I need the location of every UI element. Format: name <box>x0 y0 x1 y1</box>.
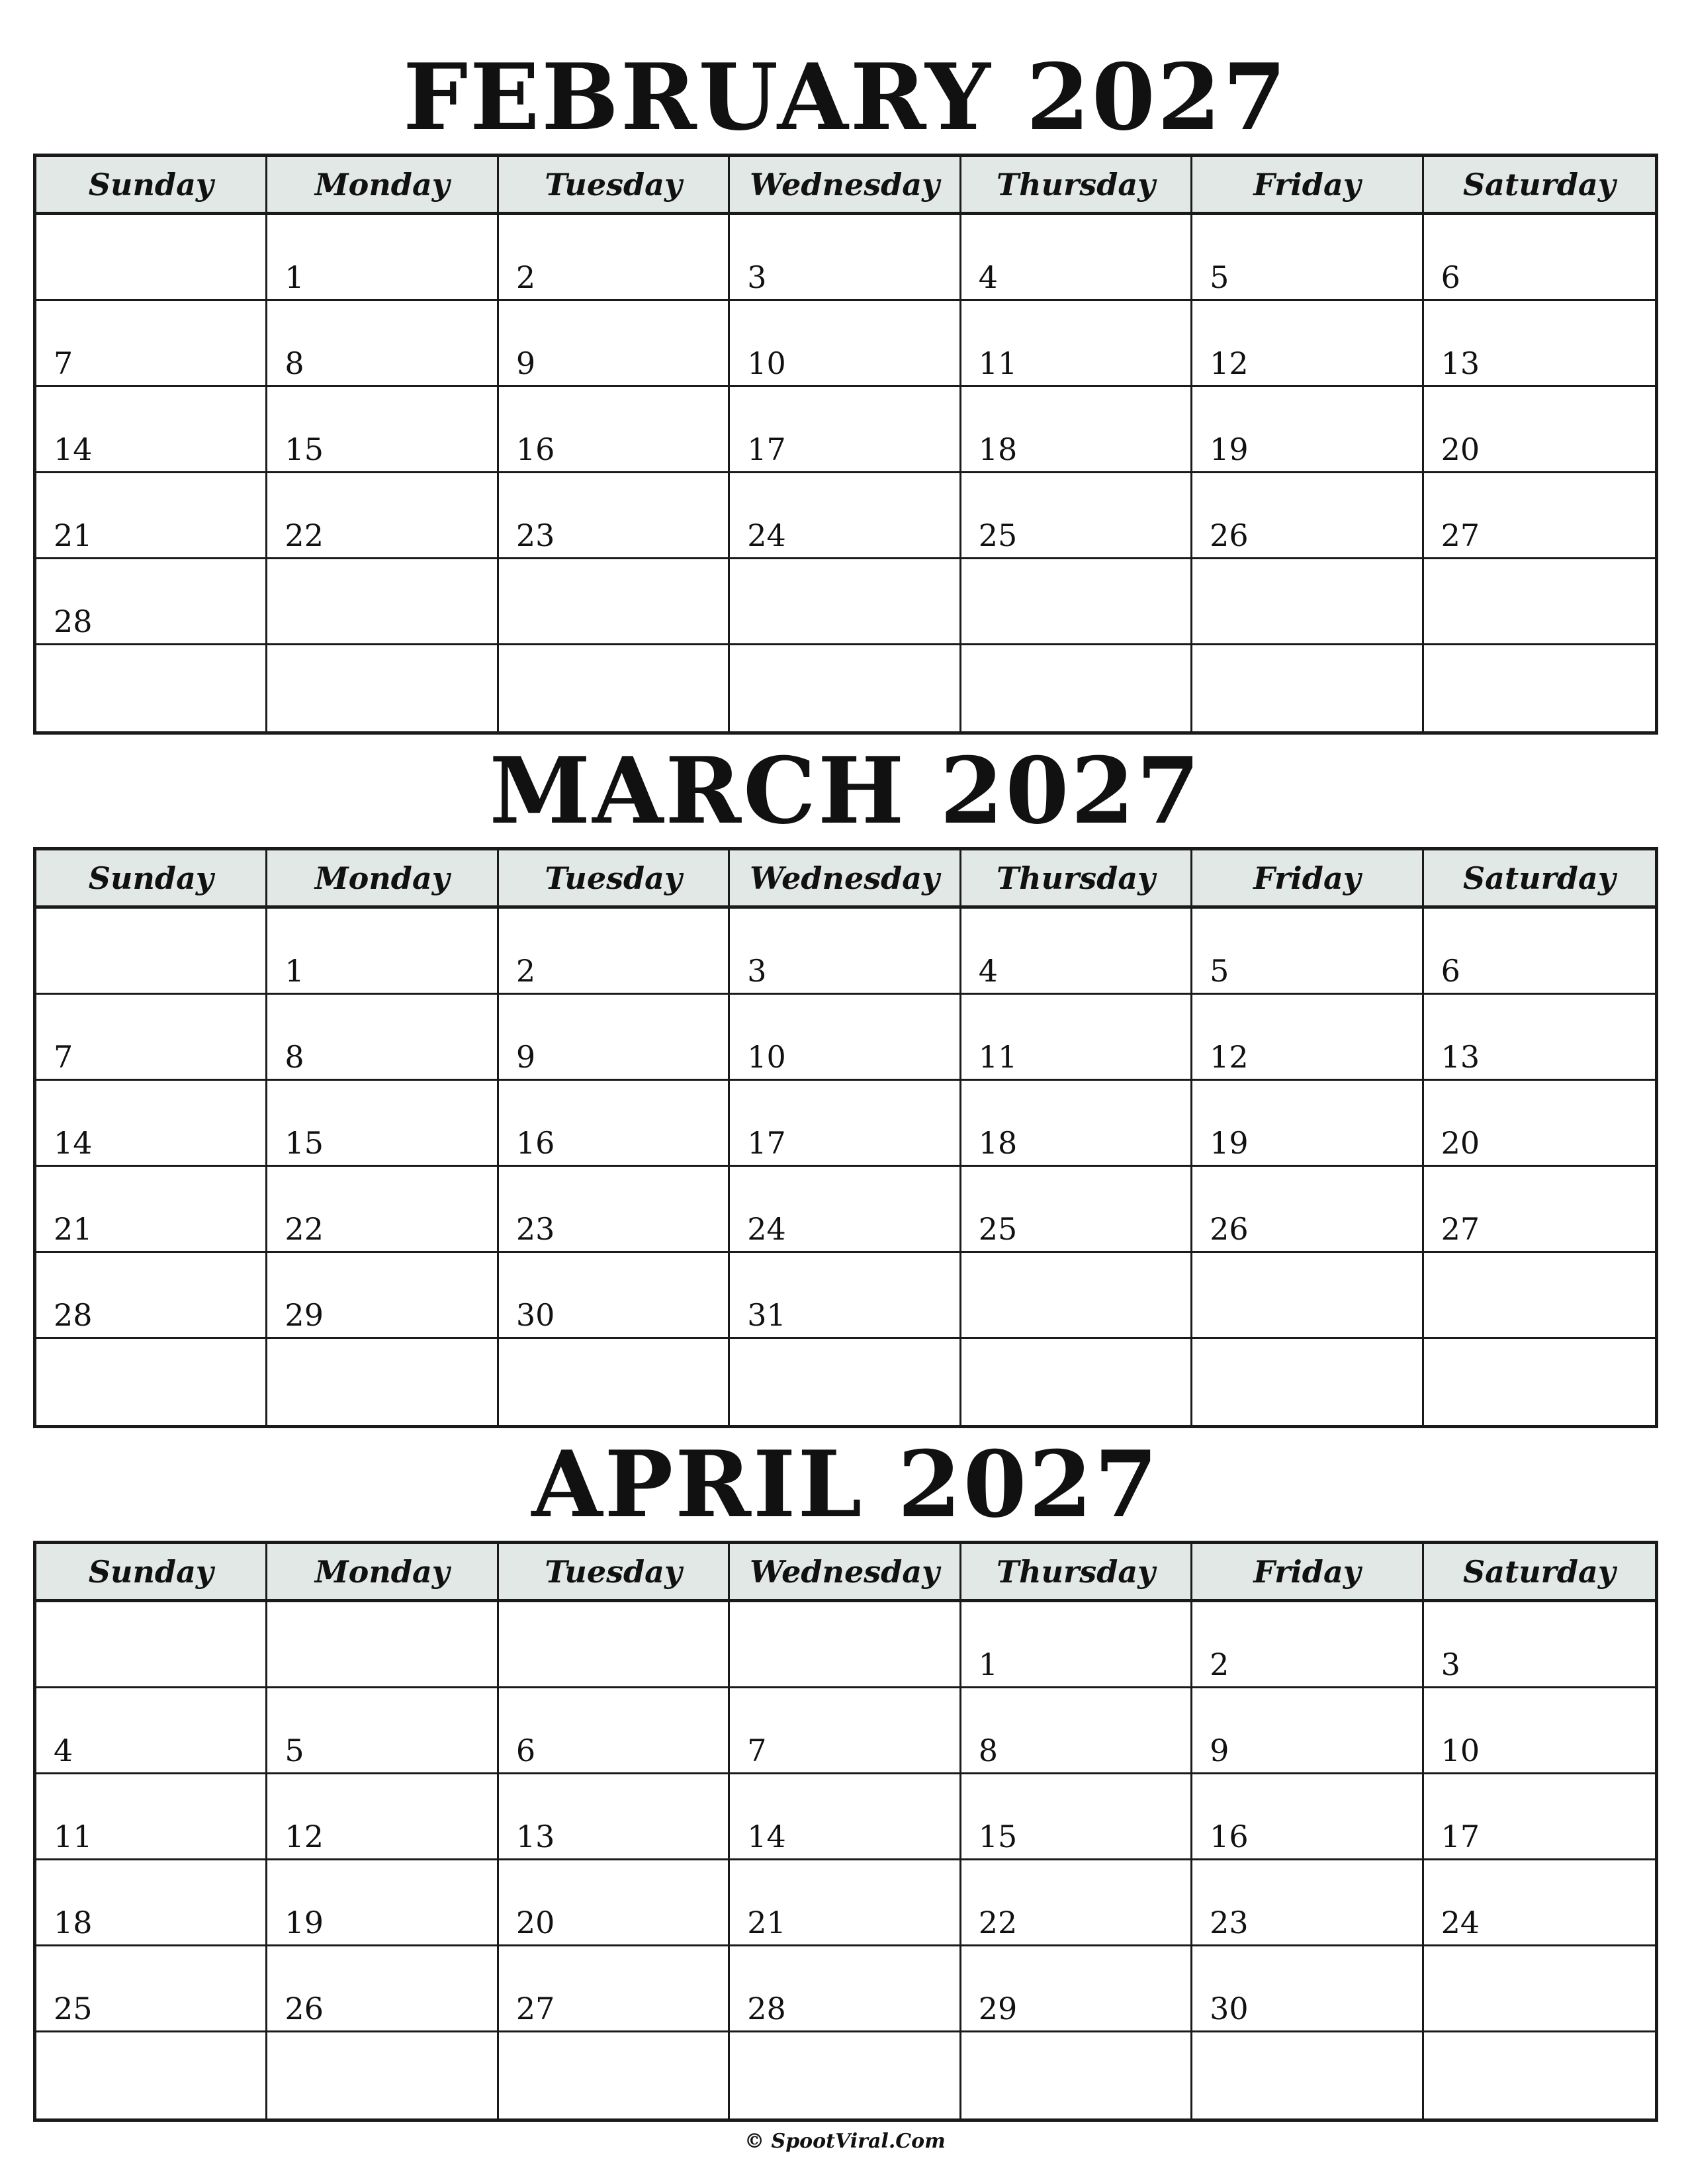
day-number: 16 <box>1210 1819 1249 1854</box>
day-number: 26 <box>1210 518 1249 553</box>
day-number: 12 <box>1210 1039 1249 1075</box>
day-cell <box>499 645 730 731</box>
day-number: 19 <box>1210 1125 1249 1161</box>
month-march-2027 <box>33 735 1658 1428</box>
day-cell <box>1192 1688 1423 1774</box>
day-cell <box>1424 1860 1655 1946</box>
day-cell <box>36 1602 267 1688</box>
day-cell <box>961 559 1192 645</box>
day-cell <box>1192 1774 1423 1860</box>
day-cell <box>36 1774 267 1860</box>
day-cell <box>1424 1946 1655 2032</box>
day-cell <box>961 473 1192 559</box>
day-number: 10 <box>747 345 786 381</box>
day-cell <box>730 1167 961 1253</box>
calendar-grid <box>33 1541 1658 2122</box>
day-number: 1 <box>285 259 304 295</box>
day-number: 5 <box>1210 953 1229 989</box>
month-april-2027 <box>33 1428 1658 2122</box>
day-number: 6 <box>1441 259 1460 295</box>
day-cell <box>961 1688 1192 1774</box>
day-number: 3 <box>747 259 767 295</box>
day-number: 18 <box>978 432 1018 467</box>
day-cell <box>267 215 498 301</box>
day-cell <box>267 1774 498 1860</box>
day-number: 15 <box>285 1125 324 1161</box>
day-number: 2 <box>1210 1647 1229 1682</box>
day-cell <box>36 1081 267 1167</box>
day-cell <box>1424 1081 1655 1167</box>
day-cell <box>961 1167 1192 1253</box>
day-cell <box>267 909 498 995</box>
day-number: 9 <box>515 345 536 381</box>
day-cell <box>1192 215 1423 301</box>
copyright-footer: © SpootViral.Com <box>744 2130 946 2153</box>
weekday-header: Sunday <box>36 157 267 215</box>
day-number: 5 <box>285 1733 304 1768</box>
day-number: 6 <box>515 1733 536 1768</box>
day-cell <box>1424 215 1655 301</box>
weekday-header: Saturday <box>1424 1544 1655 1602</box>
day-number: 12 <box>1210 345 1249 381</box>
calendar-grid <box>33 847 1658 1428</box>
day-cell <box>267 2032 498 2118</box>
day-cell <box>499 387 730 473</box>
day-cell <box>1424 387 1655 473</box>
weekday-header: Tuesday <box>499 1544 730 1602</box>
day-number: 23 <box>1210 1905 1249 1940</box>
day-number: 19 <box>1210 432 1249 467</box>
day-cell <box>961 1860 1192 1946</box>
weekday-header: Sunday <box>36 850 267 909</box>
day-cell <box>1192 1081 1423 1167</box>
day-number: 27 <box>1441 1211 1480 1247</box>
day-number: 20 <box>1441 1125 1480 1161</box>
day-cell <box>1424 559 1655 645</box>
day-number: 3 <box>747 953 767 989</box>
day-cell <box>36 1339 267 1425</box>
day-cell <box>1192 1253 1423 1339</box>
month-february-2027 <box>33 41 1658 735</box>
day-cell <box>730 909 961 995</box>
day-number: 18 <box>978 1125 1018 1161</box>
day-cell <box>499 301 730 387</box>
day-cell <box>267 301 498 387</box>
day-number: 1 <box>285 953 304 989</box>
day-cell <box>267 645 498 731</box>
day-cell <box>730 1860 961 1946</box>
day-cell <box>961 387 1192 473</box>
day-cell <box>1192 909 1423 995</box>
day-cell <box>36 559 267 645</box>
weekday-header: Thursday <box>961 157 1192 215</box>
day-cell <box>1192 473 1423 559</box>
day-number: 25 <box>978 518 1018 553</box>
day-number: 14 <box>54 432 93 467</box>
day-number: 30 <box>515 1297 555 1333</box>
day-number: 1 <box>978 1647 998 1682</box>
day-number: 28 <box>54 604 93 639</box>
day-cell <box>499 1253 730 1339</box>
day-cell <box>499 1688 730 1774</box>
day-cell <box>36 1860 267 1946</box>
day-cell <box>1424 1339 1655 1425</box>
weekday-header: Monday <box>267 157 498 215</box>
day-cell <box>36 995 267 1081</box>
day-cell <box>36 301 267 387</box>
day-number: 26 <box>285 1991 324 2026</box>
day-cell <box>1192 1167 1423 1253</box>
day-cell <box>1192 2032 1423 2118</box>
day-cell <box>730 995 961 1081</box>
day-cell <box>961 645 1192 731</box>
day-cell <box>730 215 961 301</box>
weekday-header: Saturday <box>1424 850 1655 909</box>
day-cell <box>961 1339 1192 1425</box>
day-cell <box>730 1339 961 1425</box>
day-number: 17 <box>747 432 786 467</box>
day-number: 23 <box>515 518 555 553</box>
day-cell <box>267 1860 498 1946</box>
calendar-grid <box>33 154 1658 735</box>
day-cell <box>730 559 961 645</box>
day-number: 15 <box>978 1819 1018 1854</box>
day-cell <box>267 1081 498 1167</box>
day-cell <box>36 1253 267 1339</box>
weekday-header: Friday <box>1192 850 1423 909</box>
day-cell <box>961 909 1192 995</box>
day-number: 2 <box>515 259 536 295</box>
day-cell <box>499 1860 730 1946</box>
day-cell <box>499 1946 730 2032</box>
day-number: 21 <box>54 518 93 553</box>
day-number: 20 <box>515 1905 555 1940</box>
day-number: 7 <box>54 1039 73 1075</box>
weekday-header: Wednesday <box>730 1544 961 1602</box>
weekday-header: Friday <box>1192 157 1423 215</box>
day-number: 8 <box>285 345 304 381</box>
day-number: 4 <box>54 1733 73 1768</box>
day-number: 19 <box>285 1905 324 1940</box>
day-number: 17 <box>1441 1819 1480 1854</box>
day-cell <box>499 909 730 995</box>
day-cell <box>1424 301 1655 387</box>
day-cell <box>499 1774 730 1860</box>
day-cell <box>267 1167 498 1253</box>
day-cell <box>1424 1774 1655 1860</box>
day-number: 13 <box>1441 345 1480 381</box>
day-cell <box>267 559 498 645</box>
weekday-header: Thursday <box>961 850 1192 909</box>
day-number: 21 <box>747 1905 786 1940</box>
day-cell <box>267 1253 498 1339</box>
day-cell <box>36 1946 267 2032</box>
day-number: 29 <box>285 1297 324 1333</box>
day-cell <box>267 995 498 1081</box>
day-number: 16 <box>515 432 555 467</box>
day-number: 11 <box>978 345 1018 381</box>
day-number: 15 <box>285 432 324 467</box>
day-number: 18 <box>54 1905 93 1940</box>
weekday-header: Saturday <box>1424 157 1655 215</box>
day-number: 28 <box>54 1297 93 1333</box>
day-number: 23 <box>515 1211 555 1247</box>
weekday-header: Tuesday <box>499 157 730 215</box>
month-title: MARCH 2027 <box>489 737 1202 844</box>
day-number: 29 <box>978 1991 1018 2026</box>
day-cell <box>499 473 730 559</box>
day-cell <box>961 1602 1192 1688</box>
day-cell <box>730 1602 961 1688</box>
day-cell <box>961 1774 1192 1860</box>
weekday-header: Monday <box>267 1544 498 1602</box>
day-cell <box>730 645 961 731</box>
day-cell <box>499 1602 730 1688</box>
day-cell <box>1192 995 1423 1081</box>
day-cell <box>730 473 961 559</box>
day-cell <box>1424 2032 1655 2118</box>
day-cell <box>36 645 267 731</box>
day-cell <box>499 1339 730 1425</box>
day-number: 22 <box>285 518 324 553</box>
day-cell <box>730 1688 961 1774</box>
day-cell <box>499 995 730 1081</box>
day-cell <box>499 559 730 645</box>
day-number: 6 <box>1441 953 1460 989</box>
day-cell <box>961 995 1192 1081</box>
weekday-header: Monday <box>267 850 498 909</box>
day-number: 13 <box>1441 1039 1480 1075</box>
day-number: 4 <box>978 953 998 989</box>
weekday-header: Tuesday <box>499 850 730 909</box>
day-cell <box>961 301 1192 387</box>
day-number: 21 <box>54 1211 93 1247</box>
day-cell <box>1424 1688 1655 1774</box>
day-cell <box>267 1602 498 1688</box>
day-cell <box>36 1167 267 1253</box>
day-number: 14 <box>747 1819 786 1854</box>
day-cell <box>267 1946 498 2032</box>
weekday-header: Thursday <box>961 1544 1192 1602</box>
day-cell <box>36 1688 267 1774</box>
day-cell <box>36 2032 267 2118</box>
day-number: 24 <box>747 518 786 553</box>
day-number: 7 <box>747 1733 767 1768</box>
day-cell <box>1424 645 1655 731</box>
day-cell <box>1192 559 1423 645</box>
day-cell <box>499 1167 730 1253</box>
day-cell <box>499 1081 730 1167</box>
day-number: 20 <box>1441 432 1480 467</box>
day-cell <box>1424 909 1655 995</box>
day-cell <box>1424 1253 1655 1339</box>
day-cell <box>730 387 961 473</box>
day-cell <box>961 1253 1192 1339</box>
day-number: 27 <box>1441 518 1480 553</box>
day-number: 24 <box>747 1211 786 1247</box>
day-cell <box>1192 387 1423 473</box>
day-number: 8 <box>285 1039 304 1075</box>
day-number: 16 <box>515 1125 555 1161</box>
day-number: 3 <box>1441 1647 1460 1682</box>
day-cell <box>730 1774 961 1860</box>
day-cell <box>36 473 267 559</box>
day-cell <box>267 1688 498 1774</box>
day-number: 11 <box>54 1819 93 1854</box>
day-cell <box>1424 995 1655 1081</box>
month-title: FEBRUARY 2027 <box>403 43 1288 151</box>
day-number: 25 <box>978 1211 1018 1247</box>
day-number: 28 <box>747 1991 786 2026</box>
day-number: 22 <box>978 1905 1018 1940</box>
day-cell <box>267 387 498 473</box>
weekday-header: Wednesday <box>730 157 961 215</box>
day-cell <box>499 215 730 301</box>
day-cell <box>730 1253 961 1339</box>
day-cell <box>36 215 267 301</box>
day-number: 27 <box>515 1991 555 2026</box>
day-cell <box>267 1339 498 1425</box>
day-cell <box>1192 1946 1423 2032</box>
weekday-header: Wednesday <box>730 850 961 909</box>
day-number: 2 <box>515 953 536 989</box>
day-cell <box>1192 1602 1423 1688</box>
day-number: 8 <box>978 1733 998 1768</box>
day-cell <box>499 2032 730 2118</box>
day-cell <box>1424 1167 1655 1253</box>
day-cell <box>1424 473 1655 559</box>
day-cell <box>36 387 267 473</box>
day-cell <box>1192 301 1423 387</box>
day-number: 30 <box>1210 1991 1249 2026</box>
weekday-header: Sunday <box>36 1544 267 1602</box>
day-cell <box>961 2032 1192 2118</box>
day-number: 25 <box>54 1991 93 2026</box>
day-cell <box>730 2032 961 2118</box>
day-number: 10 <box>1441 1733 1480 1768</box>
day-cell <box>961 215 1192 301</box>
day-cell <box>730 1946 961 2032</box>
day-cell <box>1192 1860 1423 1946</box>
day-number: 7 <box>54 345 73 381</box>
day-cell <box>961 1946 1192 2032</box>
day-cell <box>1424 1602 1655 1688</box>
weekday-header: Friday <box>1192 1544 1423 1602</box>
day-cell <box>961 1081 1192 1167</box>
day-number: 22 <box>285 1211 324 1247</box>
day-number: 14 <box>54 1125 93 1161</box>
day-number: 10 <box>747 1039 786 1075</box>
day-cell <box>267 473 498 559</box>
day-number: 24 <box>1441 1905 1480 1940</box>
day-cell <box>730 1081 961 1167</box>
day-number: 9 <box>1210 1733 1229 1768</box>
day-cell <box>730 301 961 387</box>
day-number: 17 <box>747 1125 786 1161</box>
day-number: 12 <box>285 1819 324 1854</box>
day-cell <box>36 909 267 995</box>
day-number: 13 <box>515 1819 555 1854</box>
day-cell <box>1192 1339 1423 1425</box>
day-cell <box>1192 645 1423 731</box>
day-number: 5 <box>1210 259 1229 295</box>
day-number: 26 <box>1210 1211 1249 1247</box>
day-number: 11 <box>978 1039 1018 1075</box>
month-title: APRIL 2027 <box>531 1430 1160 1538</box>
day-number: 31 <box>747 1297 786 1333</box>
day-number: 9 <box>515 1039 536 1075</box>
day-number: 4 <box>978 259 998 295</box>
